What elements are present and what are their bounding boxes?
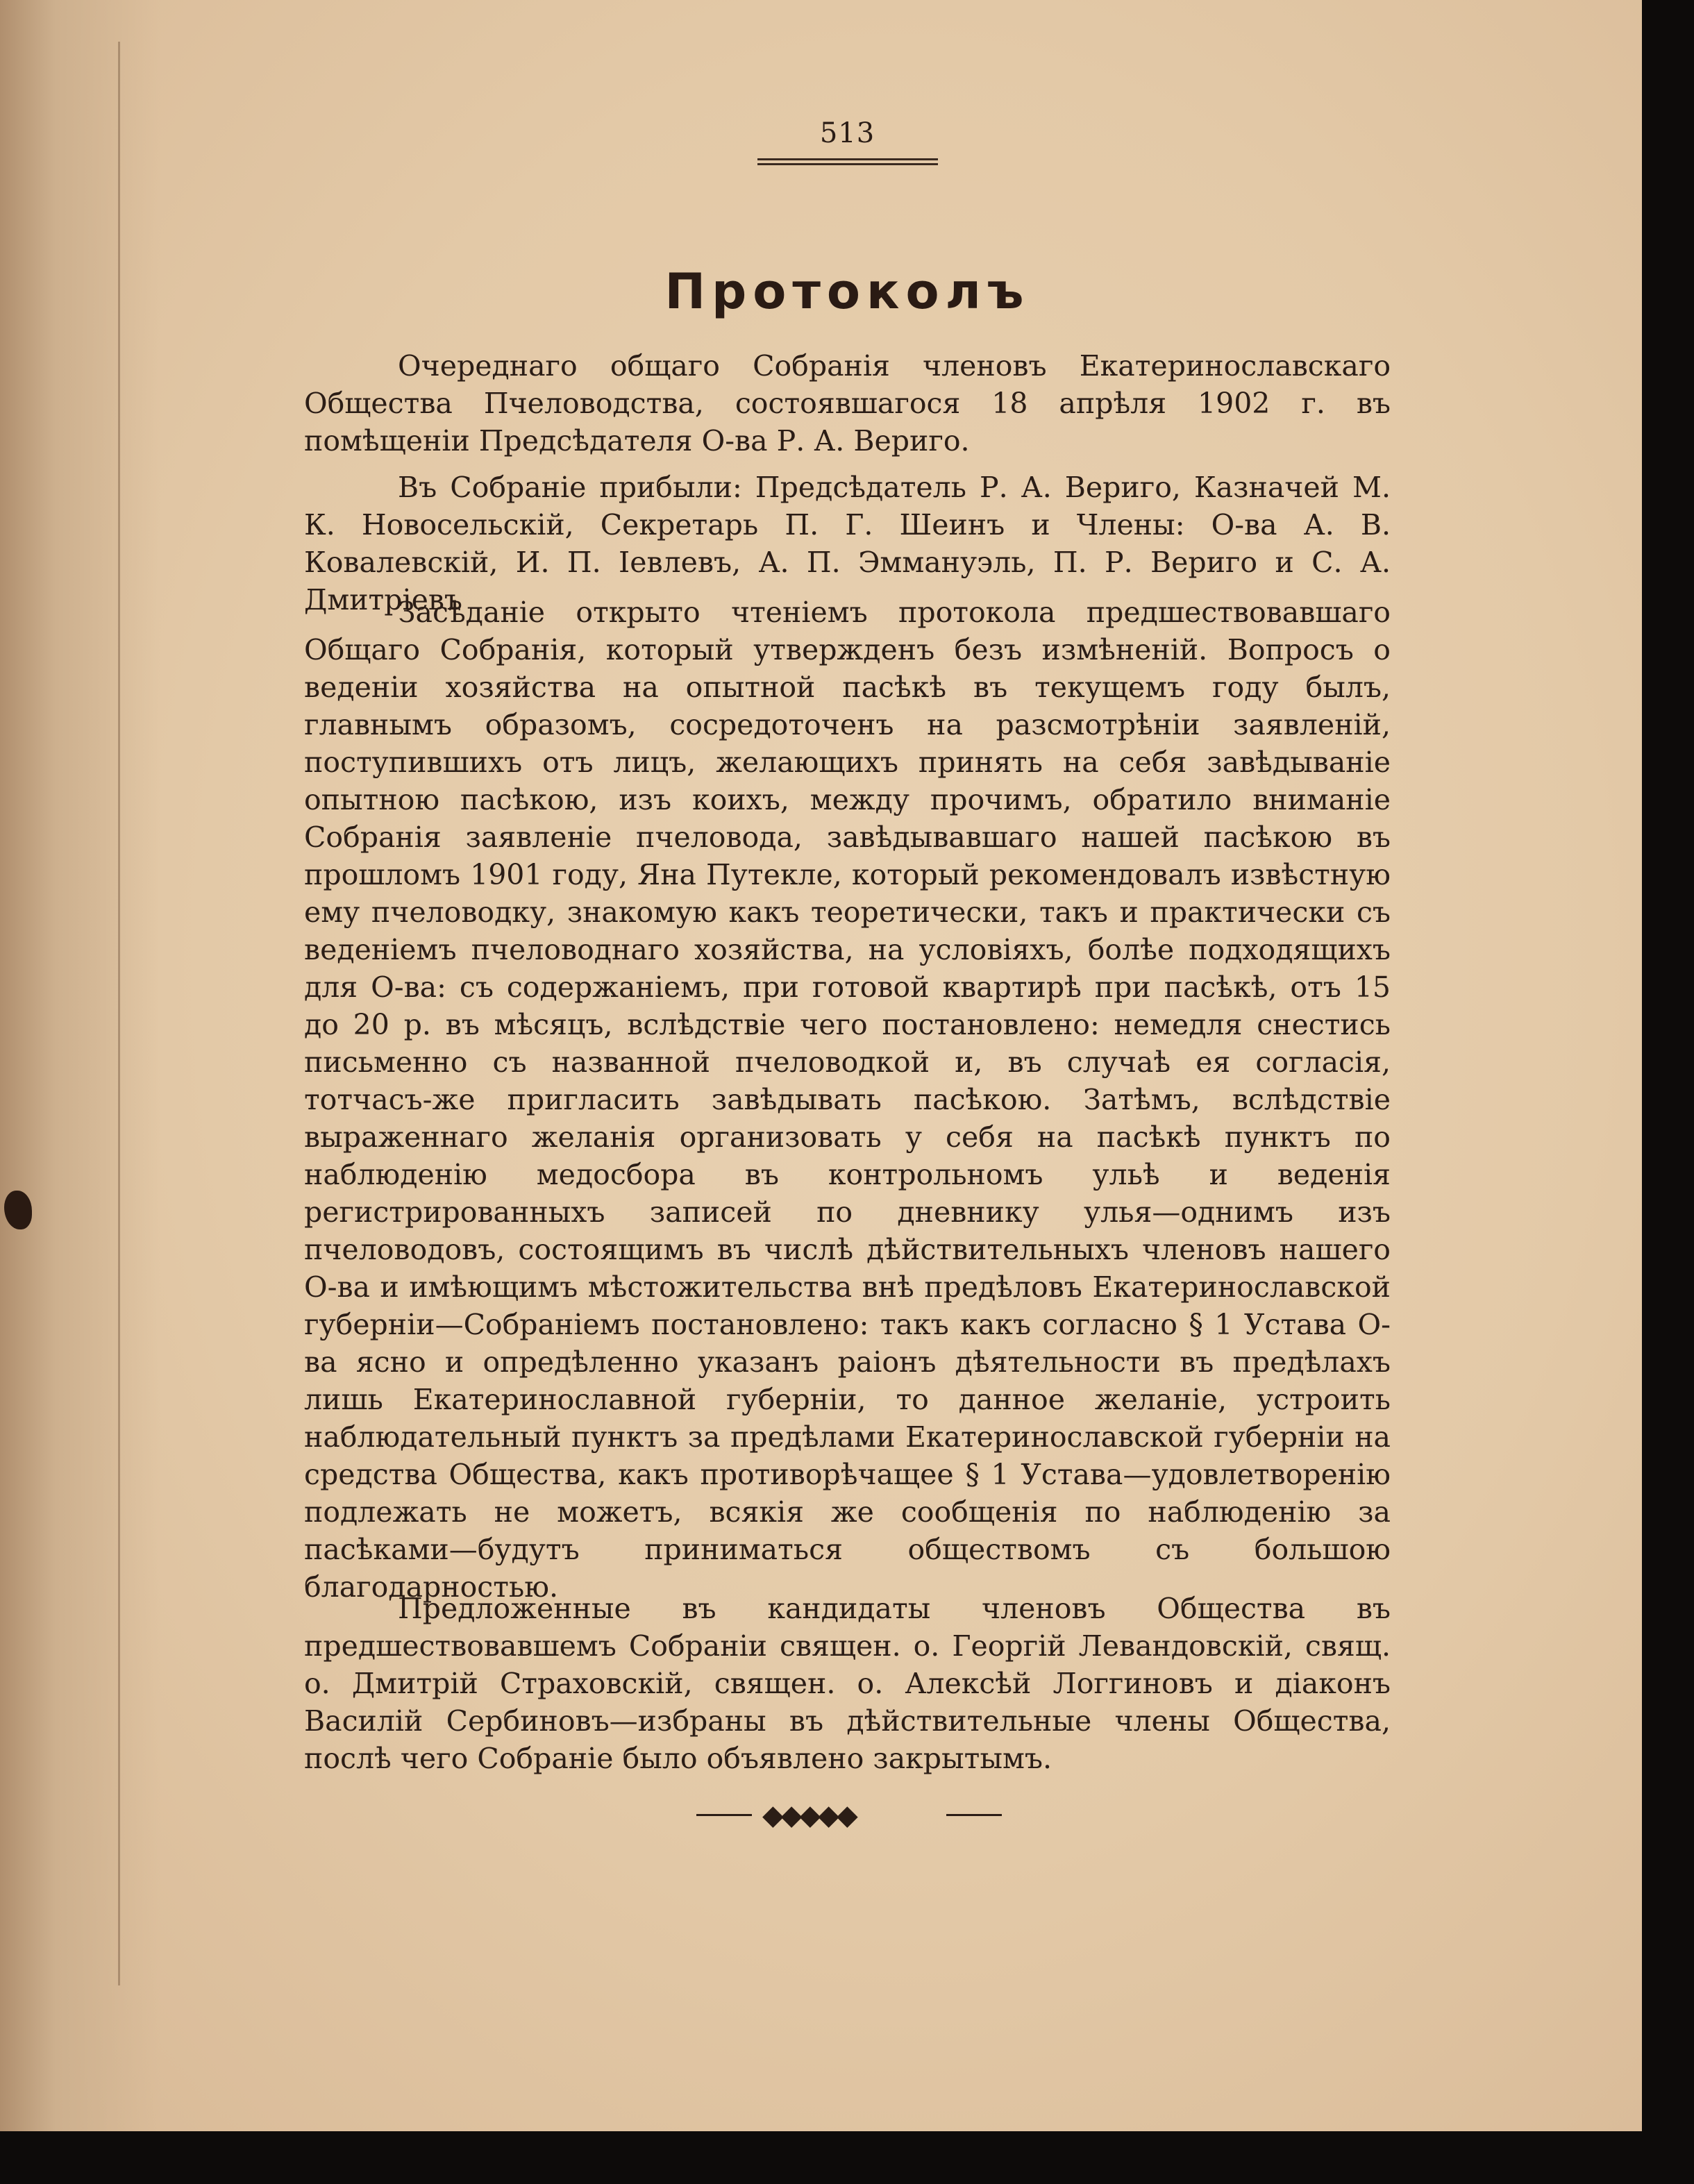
closing-ornament: [696, 1801, 1002, 1829]
gutter-shadow: [0, 0, 160, 2131]
page-number: 513: [819, 117, 875, 149]
paragraph-proceedings: Засѣданіе открыто чтеніемъ протокола предшествовавшаго Общаго Собранія, который утвержденъ безъ измѣненій. Вопросъ о веденіи хозяйства на опытной пасѣкѣ въ текущемъ году былъ, главнымъ образомъ, сосредоточенъ на разсмотрѣніи заявленій, поступившихъ отъ лицъ, желающихъ принять на себя завѣдываніе опытною пасѣкою, изъ коихъ, между прочимъ, обратило вниманіе Собранія заявленіе пчеловода, завѣдывавшаго нашей пасѣкою въ прошломъ 1901 году, Яна Путекле, который рекомендовалъ извѣстную ему пчеловодку, знакомую какъ теоретически, такъ и практически съ веденіемъ пчеловоднаго хозяйства, на условіяхъ, болѣе подходящихъ для О-ва: съ содержаніемъ, при готовой квартирѣ при пасѣкѣ, отъ 15 до 20 р. въ мѣсяцъ, вслѣдствіе чего постановлено: немедля снестись письменно съ названной пчеловодкой и, въ случаѣ ея согласія, тотчасъ-же пригласить завѣдывать пасѣкою. Затѣмъ, вслѣдствіе выраженнаго желанія организовать у себя на пасѣкѣ пунктъ по наблюденію медосбора въ контрольномъ ульѣ и веденія регистрированныхъ записей по дневнику улья—однимъ изъ пчеловодовъ, состоящимъ въ числѣ дѣйствительныхъ членовъ нашего О-ва и имѣющимъ мѣстожительства внѣ предѣловъ Екатеринославской губерніи—Собраніемъ постановлено: такъ какъ согласно § 1 Устава О-ва ясно и опредѣленно указанъ раіонъ дѣятельности въ предѣлахъ лишь Екатеринославной губерніи, то данное желаніе, устроить наблюдательный пунктъ за предѣлами Екатеринославской губерніи на средства Общества, какъ противорѣчащее § 1 Устава—удовлетворенію подлежать не можетъ, всякія же сообщенія по наблюденію за пасѣками—будутъ приниматься обществомъ съ большою благодарностью.: [304, 596, 1391, 1604]
paragraph-closing: Предложенные въ кандидаты членовъ Общества въ предшествовавшемъ Собраніи священ. о. Георгій Левандовскій, свящ. о. Дмитрій Страховскій, священ. о. Алексѣй Логгиновъ и діаконъ Василій Сербиновъ—избраны въ дѣйствительные члены Общества, послѣ чего Собраніе было объявлено закрытымъ.: [304, 1592, 1391, 1775]
page-number-rule: [757, 158, 938, 165]
ornament-line-right: [946, 1814, 1002, 1816]
paragraph-attendees: Въ Собраніе прибыли: Предсѣдатель Р. А. Вериго, Казначей М. К. Новосельскій, Секретарь П. Г. Шеинъ и Члены: О-ва А. В. Ковалевскій, И. П. Іевлевъ, А. П. Эммануэль, П. Р. Вериго и С. А. Дмитріевъ: [304, 471, 1391, 616]
text-column: [304, 117, 1391, 1831]
gutter-fold: [118, 42, 120, 1985]
page-title: Протоколъ: [664, 263, 1030, 320]
paragraph-intro: Очереднаго общаго Собранія членовъ Екатеринославскаго Общества Пчеловодства, состоявшагося 18 апрѣля 1902 г. въ помѣщеніи Предсѣдателя О-ва Р. А. Вериго.: [304, 349, 1391, 457]
ornament-line-left: [696, 1814, 752, 1816]
ornament-diamonds: ◆◆◆◆◆: [762, 1799, 855, 1831]
